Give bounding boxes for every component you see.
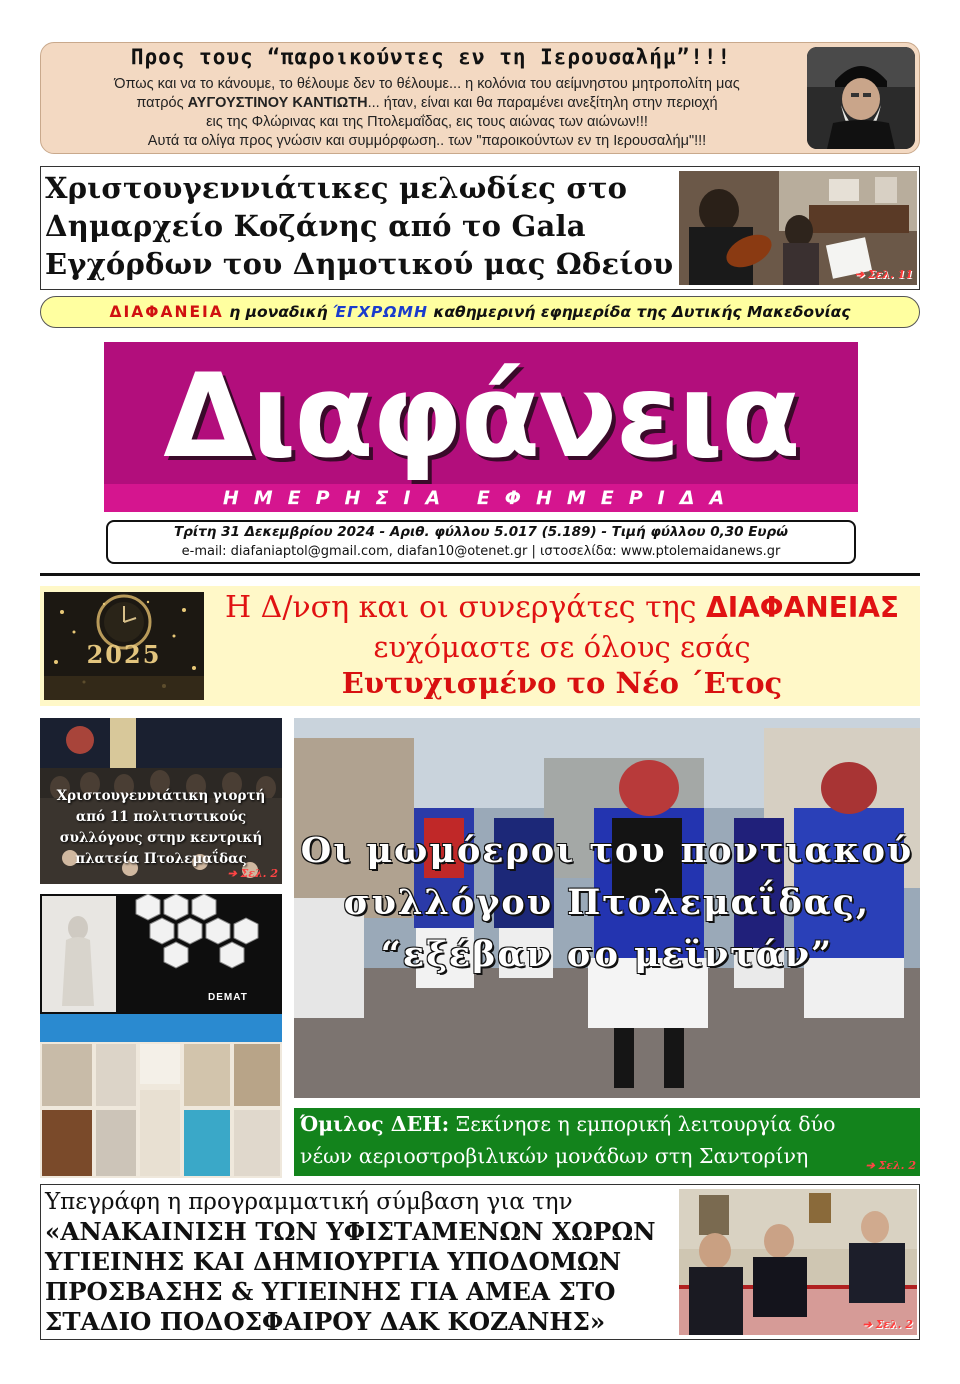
stadium-kicker: Υπεγράφη η προγραμματική σύμβαση για την (45, 1189, 573, 1215)
stadium-headline: «ΑΝΑΚΑΙΝΙΣΗ ΤΩΝ ΥΦΙΣΤΑΜΕΝΩΝ ΧΩΡΩΝ (45, 1217, 656, 1246)
issue-date-price: Τρίτη 31 Δεκεμβρίου 2024 - Αριθ. φύλλου 5.017 (5.189) - Τιμή φύλλου 0,30 Ευρώ (174, 524, 788, 540)
new-year-image-year: 2025 (86, 640, 162, 669)
deh-headline: νέων αεριοστροβιλικών μονάδων στη Σαντορίνη (300, 1144, 809, 1168)
stadium-headline: ΥΓΙΕΙΝΗΣ ΚΑΙ ΔΗΜΙΟΥΡΓΙΑ ΥΠΟΔΟΜΩΝ (45, 1247, 622, 1276)
contract-signing-photo[interactable] (679, 1189, 917, 1335)
masthead-subtitle: ΗΜΕΡΗΣΙΑ ΕΦΗΜΕΡΙΔΑ (222, 487, 740, 509)
section-divider (40, 573, 920, 576)
tagline-banner: ΔΙΑΦΑΝΕΙΑ η μοναδική ΈΓΧΡΩΜΗ καθημερινή εφημερίδα της Δυτικής Μακεδονίας (40, 296, 920, 328)
greeting-line: Η Δ/νση και οι συνεργάτες της ΔΙΑΦΑΝΕΙΑΣ (224, 590, 900, 625)
page-ref[interactable]: ➔ Σελ. 11 (854, 268, 913, 281)
stadium-headline: ΠΡΟΣΒΑΣΗΣ & ΥΓΙΕΙΝΗΣ ΓΙΑ ΑΜΕΑ ΣΤΟ (45, 1277, 616, 1306)
page-ref[interactable]: ➔ Σελ. 2 (865, 1159, 916, 1172)
xmas-headline: Εγχόρδων του Δημοτικού μας Ωδείου (45, 247, 674, 281)
notice-line: πατρός ΑΥΓΟΥΣΤΙΝΟΥ ΚΑΝΤΙΩΤΗ... ήταν, είναι και θα παραμένει ανεξίτηλη στην περιοχή (136, 95, 718, 111)
christmas-festival-article[interactable] (40, 718, 282, 884)
ad-brand: DEMAT (208, 992, 248, 1003)
xmas-concert-photo[interactable] (679, 171, 917, 285)
deh-article[interactable] (294, 1108, 920, 1176)
greeting-line: ευχόμαστε σε όλους εσάς (373, 630, 751, 664)
momoeroi-main-story[interactable] (294, 718, 920, 1098)
notice-line: Όπως και να το κάνουμε, το θέλουμε δεν το θέλουμε... η κολόνια του αείμνηστου μητροπολίτη μας (114, 76, 740, 92)
stadium-headline: ΣΤΑΔΙΟ ΠΟΔΟΣΦΑΙΡΟΥ ΔΑΚ ΚΟΖΑΝΗΣ» (45, 1307, 606, 1336)
notice-line: Αυτά τα ολίγα προς γνώσιν και συμμόρφωση.. των "παροικούντων εν τη Ιερουσαλήμ"!!! (147, 133, 707, 149)
xmas-headline: Δημαρχείο Κοζάνης από το Gala (45, 209, 586, 243)
xmas-concert-article[interactable] (40, 166, 920, 290)
tagline-color-word: ΈΓΧΡΩΜΗ (333, 303, 428, 321)
page-ref[interactable]: ➔ Σελ. 2 (862, 1318, 913, 1331)
festival-caption: Χριστουγεννιάτικη γιορτή από 11 πολιτιστικούς συλλόγους στην κεντρική πλατεία Πτολεμαΐδας (56, 788, 266, 867)
page-ref[interactable]: ➔ Σελ. 2 (227, 867, 278, 880)
greeting-brand: ΔΙΑΦΑΝΕΙΑΣ (706, 591, 900, 624)
xmas-headline: Χριστουγεννιάτικες μελωδίες στο (45, 171, 628, 205)
greeting-wish: Ευτυχισμένο το Νέο ΄Ετος (341, 666, 783, 700)
new-year-greeting (40, 586, 920, 706)
deh-label: Όμιλος ΔΕΗ: (300, 1112, 450, 1136)
notice-title: Προς τους “παροικούντες εν τη Ιερουσαλήμ”!!! (130, 45, 732, 69)
contact-line[interactable]: e-mail: diafaniaptol@gmail.com, diafan10@otenet.gr | ιστοσελίδα: www.ptolemaidanews.gr (181, 544, 781, 559)
notice-bishop-name: ΑΥΓΟΥΣΤΙΝΟΥ ΚΑΝΤΙΩΤΗ (187, 95, 368, 111)
demat-advertisement[interactable] (40, 894, 282, 1178)
notice-box (40, 42, 920, 154)
deh-headline: Όμιλος ΔΕΗ: Ξεκίνησε η εμπορική λειτουργία δύο (300, 1112, 836, 1136)
issue-info-box (106, 520, 856, 564)
main-headline: Οι μωμόεροι του ποντιακού (300, 830, 914, 871)
masthead-title: Διαφάνεια (163, 349, 799, 484)
main-headline: “εξέβαν σο μεϊντάν” (380, 934, 834, 975)
notice-line: εις της Φλώρινας και της Πτολεμαΐδας, εις τους αιώνας των αιώνων!!! (206, 114, 648, 130)
stadium-contract-article[interactable] (40, 1184, 920, 1340)
bishop-portrait-photo[interactable] (807, 47, 915, 149)
tagline-brand: ΔΙΑΦΑΝΕΙΑ (109, 303, 224, 321)
new-year-2025-image (44, 592, 204, 700)
main-headline: συλλόγου Πτολεμαΐδας, (343, 882, 871, 923)
